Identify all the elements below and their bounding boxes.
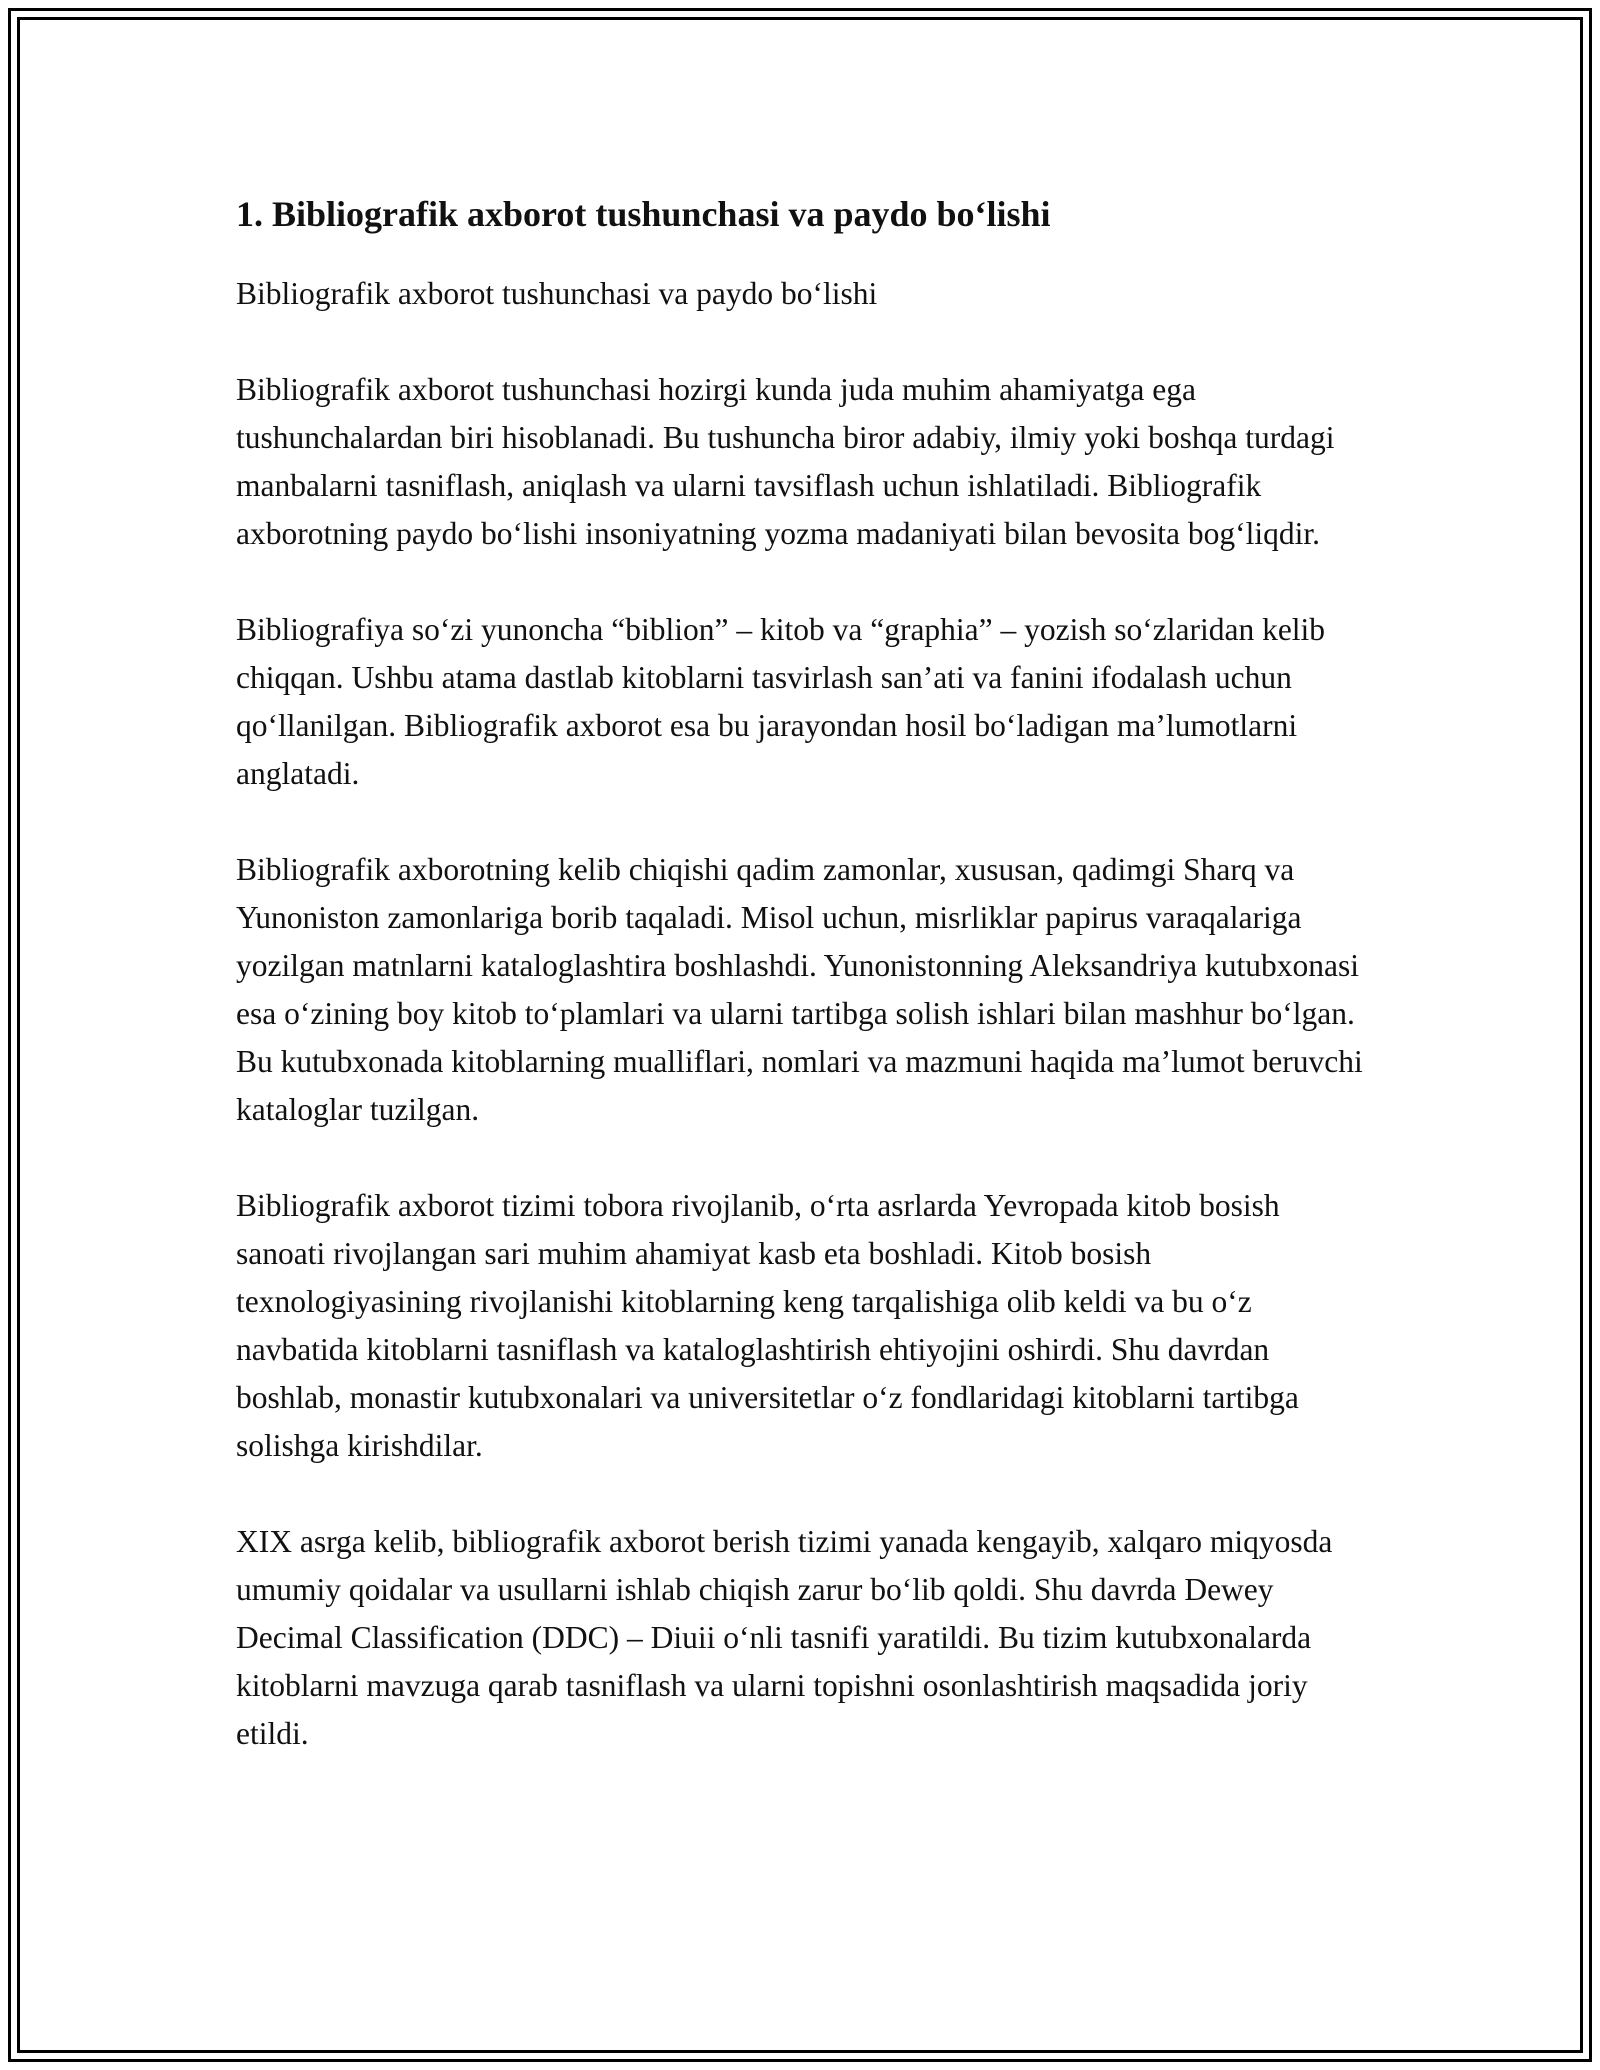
paragraph-2: Bibliografiya so‘zi yunoncha “biblion” – kitob va “graphia” – yozish so‘zlaridan kelib chiqqan. Ushbu atama dastlab kitoblarni tasvirlash san’ati va fanini ifodalash uchun qo‘llanilgan. Bibliografik axborot esa bu jarayondan hosil bo‘ladigan ma’lumotlarni anglatadi. — [236, 612, 1326, 791]
paragraph-4: Bibliografik axborot tizimi tobora rivojlanib, o‘rta asrlarda Yevropada kitob bosish sanoati rivojlangan sari muhim ahamiyat kasb eta boshladi. Kitob bosish texnologiyasining rivojlanishi kitoblarning keng tarqalishiga olib keldi va bu o‘z navbatida kitoblarni tasniflash va kataloglashtirish ehtiyojini oshirdi. Shu davrdan boshlab, monastir kutubxonalari va universitetlar o‘z fondlaridagi kitoblarni tartibga solishga kirishdilar. — [236, 1188, 1299, 1463]
paragraph-3: Bibliografik axborotning kelib chiqishi qadim zamonlar, xususan, qadimgi Sharq va Yunoniston zamonlariga borib taqaladi. Misol uchun, misrliklar papirus varaqalariga yozilgan matnlarni kataloglashtira boshlashdi. Yunonistonning Aleksandriya kutubxonasi esa o‘zining boy kitob to‘plamlari va ularni tartibga solish ishlari bilan mashhur bo‘lgan. Bu kutubxonada kitoblarning mualliflari, nomlari va mazmuni haqida ma’lumot beruvchi kataloglar tuzilgan. — [236, 852, 1363, 1127]
paragraph-5: XIX asrga kelib, bibliografik axborot berish tizimi yanada kengayib, xalqaro miqyosda umumiy qoidalar va usullarni ishlab chiqish zarur bo‘lib qoldi. Shu davrda Dewey Decimal Classification (DDC) – Diuii o‘nli tasnifi yaratildi. Bu tizim kutubxonalarda kitoblarni mavzuga qarab tasniflash va ularni topishni osonlashtirish maqsadida joriy etildi. — [236, 1524, 1333, 1751]
paragraph-1: Bibliografik axborot tushunchasi hozirgi kunda juda muhim ahamiyatga ega tushunchalardan biri hisoblanadi. Bu tushuncha biror adabiy, ilmiy yoki boshqa turdagi manbalarni tasniflash, aniqlash va ularni tavsiflash uchun ishlatiladi. Bibliografik axborotning paydo bo‘lishi insoniyatning yozma madaniyati bilan bevosita bog‘liqdir. — [236, 372, 1335, 551]
document-body — [236, 188, 1376, 1806]
section-subtitle: Bibliografik axborot tushunchasi va paydo bo‘lishi — [236, 276, 878, 311]
section-heading: 1. Bibliografik axborot tushunchasi va paydo bo‘lishi — [236, 194, 1051, 234]
